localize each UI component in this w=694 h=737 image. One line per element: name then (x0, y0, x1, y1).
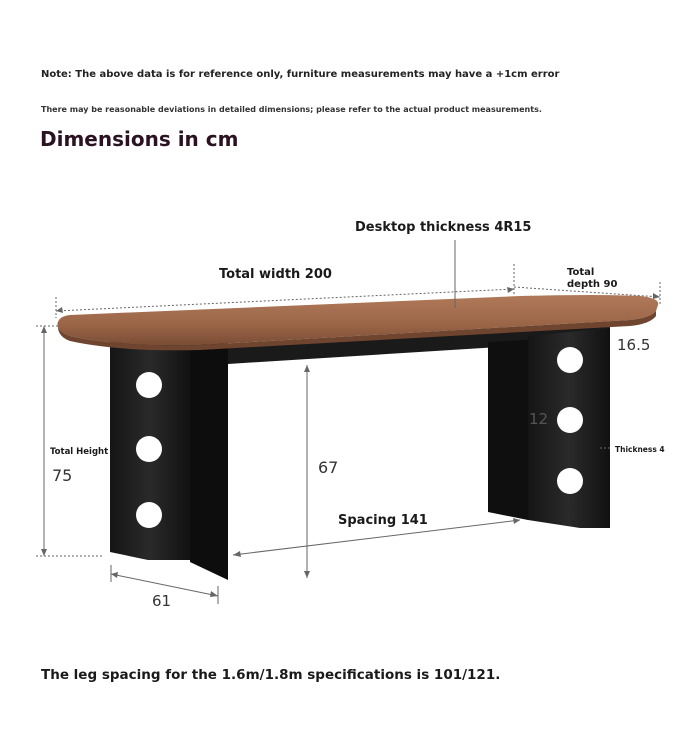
leg-width-label: 61 (152, 592, 172, 610)
hole-size-label: 12 (529, 410, 549, 428)
total-height-label: Total Height (50, 447, 109, 457)
side-depth-label: 16.5 (617, 336, 651, 354)
total-depth-label-line1: Total (567, 267, 595, 278)
total-width-label: Total width 200 (219, 267, 332, 282)
total-depth-label-line2: depth 90 (567, 279, 618, 290)
leg-spacing-footer: The leg spacing for the 1.6m/1.8m specifications is 101/121. (41, 667, 501, 683)
total-height-value: 75 (52, 466, 73, 485)
reference-note: Note: The above data is for reference only, furniture measurements may have a +1cm error (41, 69, 560, 80)
right-leg (488, 328, 610, 528)
page-title: Dimensions in cm (40, 127, 239, 151)
under-height-label: 67 (318, 458, 339, 477)
left-leg (110, 338, 228, 580)
spacing-label: Spacing 141 (338, 513, 428, 528)
desktop-thickness-label: Desktop thickness 4R15 (355, 220, 532, 235)
leg-thickness-label: Thickness 4 (615, 445, 665, 454)
deviation-note: There may be reasonable deviations in detailed dimensions; please refer to the actual product measurements. (41, 105, 542, 114)
